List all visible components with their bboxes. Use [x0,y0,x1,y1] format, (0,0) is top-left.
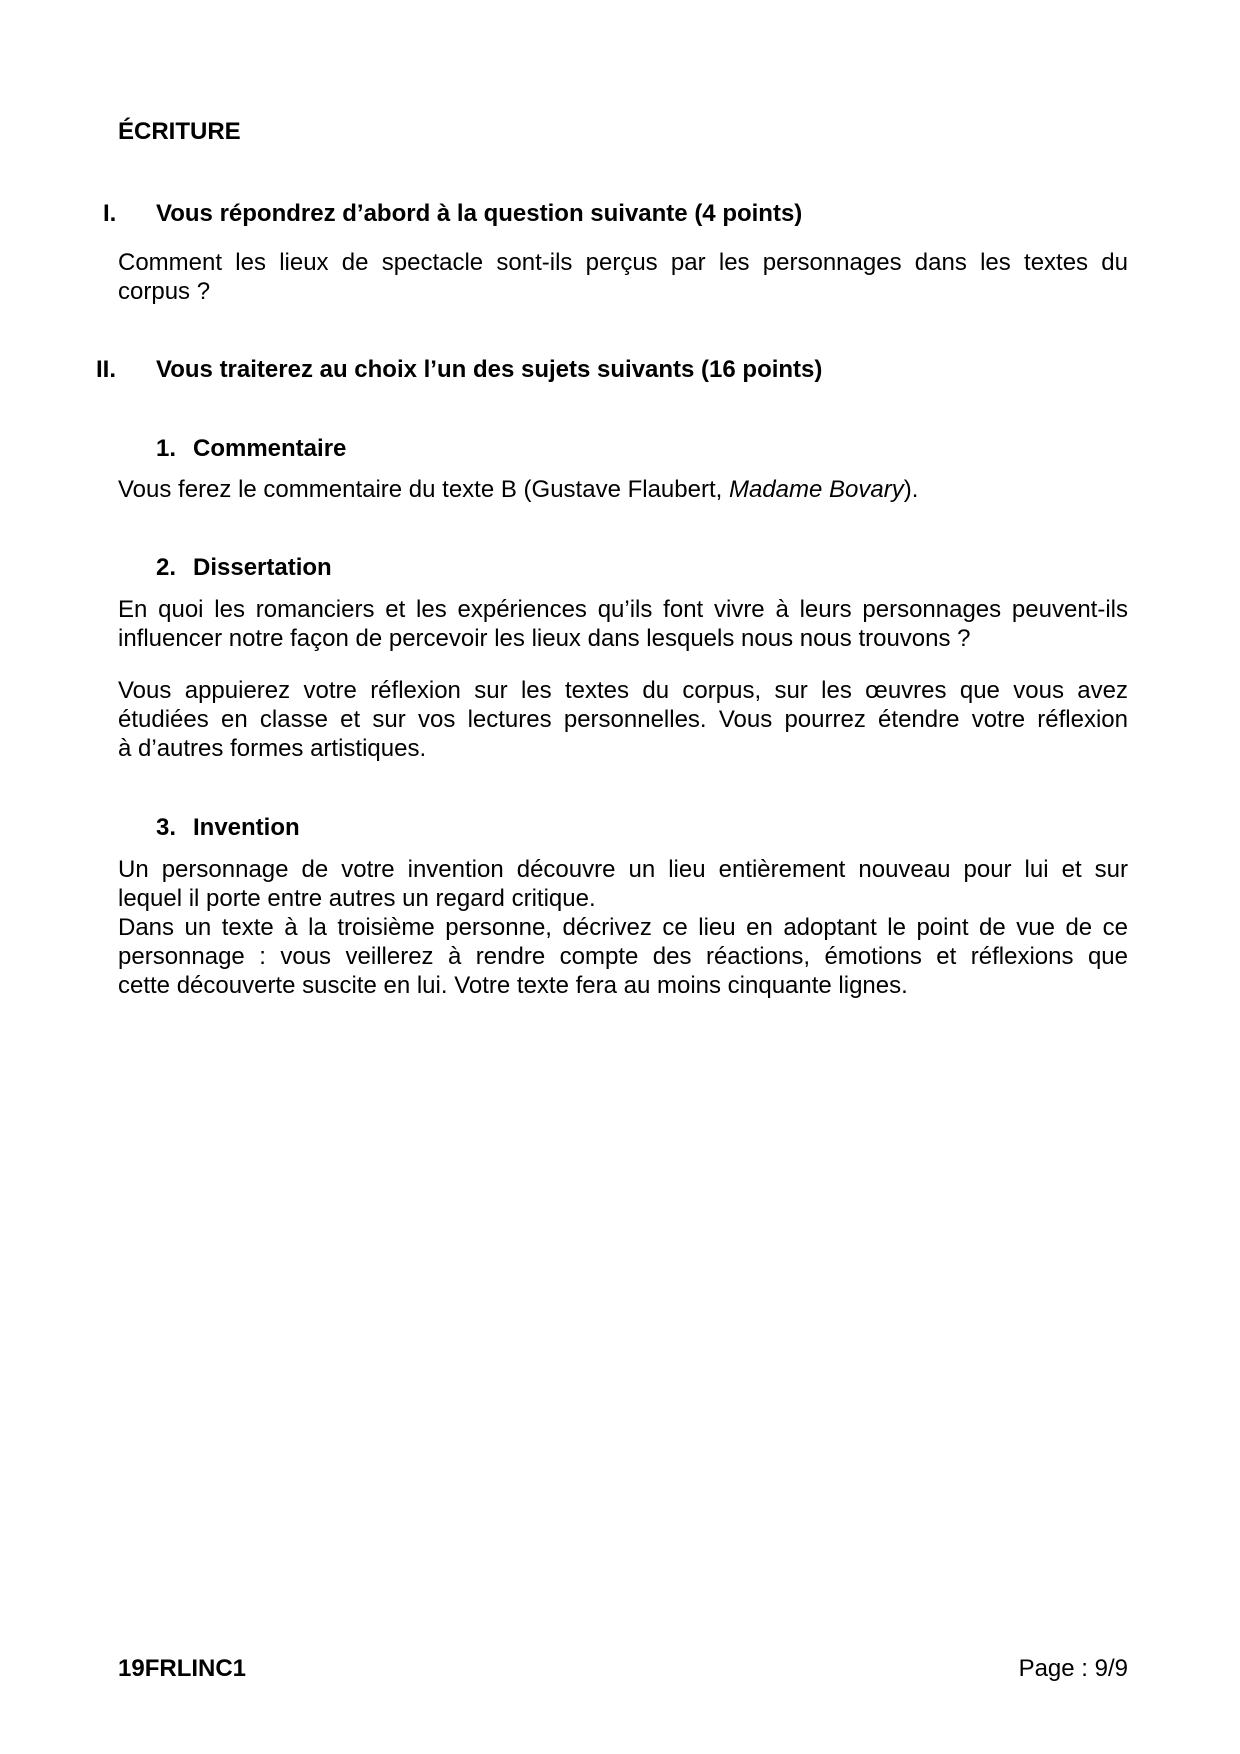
subject-1-text-before: Vous ferez le commentaire du texte B (Gustave Flaubert, [118,476,729,503]
instructions-line-3: à d’autres formes artistiques. [118,735,427,762]
subject-2-number: 2. [156,554,177,581]
subject-2-title: Dissertation [193,554,332,581]
section-1-number: I. [103,200,117,227]
subject-2-paragraph-1 [118,595,1128,653]
subject-3-text [118,855,1128,1000]
invention-line-3: Dans un texte à la troisième personne, décrivez ce lieu en adoptant le point de vue de ce [118,914,1128,941]
section-2-heading: Vous traiterez au choix l’un des sujets suivants (16 points) [156,356,823,383]
instructions-line-1: Vous appuierez votre réflexion sur les textes du corpus, sur les œuvres que vous avez [118,677,1128,704]
question-line-2: corpus ? [118,278,211,305]
page-title: ÉCRITURE [118,118,241,145]
section-1-question [118,248,1128,306]
dissertation-line-1: En quoi les romanciers et les expériences qu’ils font vivre à leurs personnages peuvent-ils [118,596,1128,623]
subject-3-title: Invention [193,814,300,841]
subject-1-number: 1. [156,435,177,462]
invention-line-1: Un personnage de votre invention découvre un lieu entièrement nouveau pour lui et sur [118,856,1128,883]
section-1-heading: Vous répondrez d’abord à la question suivante (4 points) [156,200,803,227]
invention-line-4: personnage : vous veillerez à rendre compte des réactions, émotions et réflexions que [118,943,1128,970]
work-title: Madame Bovary [728,476,904,503]
instructions-line-2: étudiées en classe et sur vos lectures personnelles. Vous pourrez étendre votre réflexion [118,706,1128,733]
dissertation-line-2: influencer notre façon de percevoir les lieux dans lesquels nous nous trouvons ? [118,625,971,652]
subject-3-number: 3. [156,814,177,841]
exam-code: 19FRLINC1 [118,1655,247,1682]
invention-line-5: cette découverte suscite en lui. Votre texte fera au moins cinquante lignes. [118,972,908,999]
question-line-1: Comment les lieux de spectacle sont-ils perçus par les personnages dans les textes du [118,249,1128,276]
subject-1-text [118,475,1128,504]
section-2-number: II. [96,356,117,383]
page-number: Page : 9/9 [1018,1655,1128,1682]
subject-1-title: Commentaire [193,435,347,462]
subject-1-text-after: ). [903,476,919,503]
subject-2-paragraph-2 [118,676,1128,763]
invention-line-2: lequel il porte entre autres un regard critique. [118,885,596,912]
